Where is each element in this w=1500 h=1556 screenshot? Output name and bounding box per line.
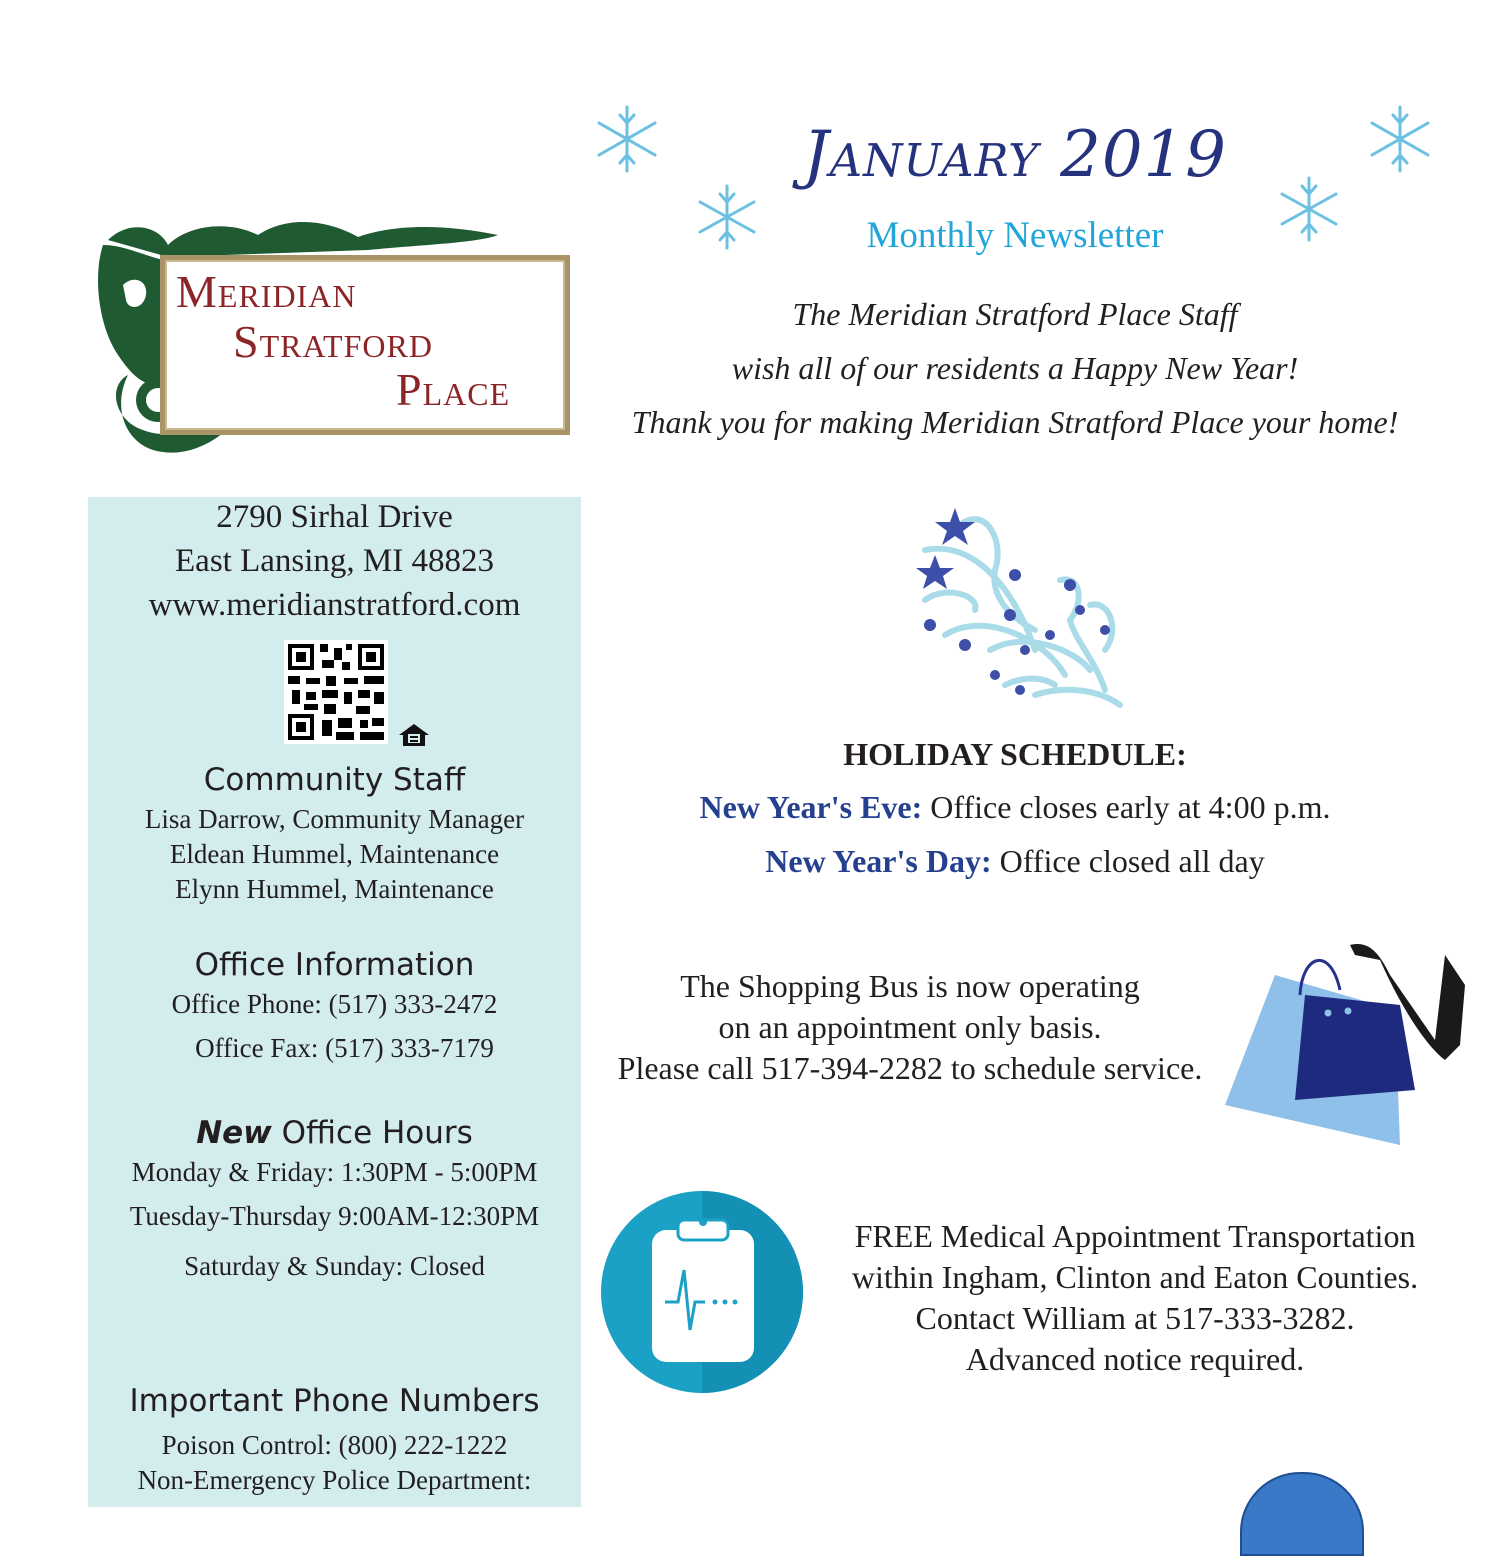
decorative-graphic [1240, 1472, 1364, 1556]
hours-line: Monday & Friday: 1:30PM - 5:00PM [131, 1157, 538, 1187]
clipboard-heartbeat-icon [600, 1190, 805, 1395]
community-logo [98, 215, 573, 465]
fireworks-icon [905, 500, 1135, 710]
holiday-label: New Year's Day: [765, 843, 992, 879]
hours-line: Tuesday-Thursday 9:00AM-12:30PM [129, 1201, 540, 1231]
holiday-label: New Year's Eve: [699, 789, 923, 825]
staff-member: Lisa Darrow, Community Manager [144, 804, 525, 834]
logo-line-1: Meridian [176, 266, 357, 317]
hours-line: Saturday & Sunday: Closed [184, 1251, 485, 1281]
phone-line: Non-Emergency Police Department: [137, 1465, 532, 1495]
greeting-line: Thank you for making Meridian Stratford Place your home! [631, 404, 1399, 440]
website-link[interactable]: www.meridianstratford.com [148, 587, 521, 623]
holiday-item [600, 843, 1430, 880]
holiday-text: Office closed all day [991, 843, 1265, 879]
holiday-text: Office closes early at 4:00 p.m. [922, 789, 1331, 825]
logo-line-3: Place [396, 364, 511, 415]
office-fax: Office Fax: (517) 333-7179 [195, 1033, 494, 1063]
hours-heading-text: Office Hours [271, 1115, 473, 1151]
phones-heading: Important Phone Numbers [129, 1383, 540, 1419]
logo-line-2: Stratford [233, 316, 433, 367]
medical-line: Advanced notice required. [965, 1341, 1305, 1377]
staff-member: Elynn Hummel, Maintenance [175, 874, 494, 904]
office-heading: Office Information [194, 947, 475, 983]
address-street: 2790 Sirhal Drive [216, 499, 453, 535]
medical-line: Contact William at 517-333-3282. [915, 1300, 1355, 1336]
newsletter-subtitle: Monthly Newsletter [866, 215, 1164, 256]
sidebar-info-panel [88, 497, 581, 1507]
phone-line: Poison Control: (800) 222-1222 [161, 1430, 508, 1460]
shopping-bus-line: on an appointment only basis. [718, 1009, 1102, 1045]
shopping-bus-line: Please call 517-394-2282 to schedule service. [617, 1050, 1203, 1086]
newsletter-title: January 2019 [803, 118, 1227, 192]
holiday-heading: HOLIDAY SCHEDULE: [843, 736, 1187, 772]
greeting-line: wish all of our residents a Happy New Year! [731, 350, 1299, 386]
shopping-bus-line: The Shopping Bus is now operating [680, 968, 1140, 1004]
staff-heading: Community Staff [203, 762, 466, 798]
medical-line: FREE Medical Appointment Transportation [854, 1218, 1416, 1254]
shopping-bag-icon [1220, 935, 1470, 1150]
equal-housing-icon [398, 723, 430, 747]
medical-line: within Ingham, Clinton and Eaton Counties. [851, 1259, 1419, 1295]
office-phone: Office Phone: (517) 333-2472 [171, 989, 498, 1019]
qr-code-icon[interactable] [284, 640, 388, 744]
address-city: East Lansing, MI 48823 [175, 543, 494, 579]
greeting-line: The Meridian Stratford Place Staff [792, 296, 1238, 332]
holiday-item [600, 789, 1430, 826]
hours-heading-emphasis: New [196, 1115, 272, 1151]
staff-member: Eldean Hummel, Maintenance [169, 839, 500, 869]
hours-heading [88, 1115, 581, 1151]
